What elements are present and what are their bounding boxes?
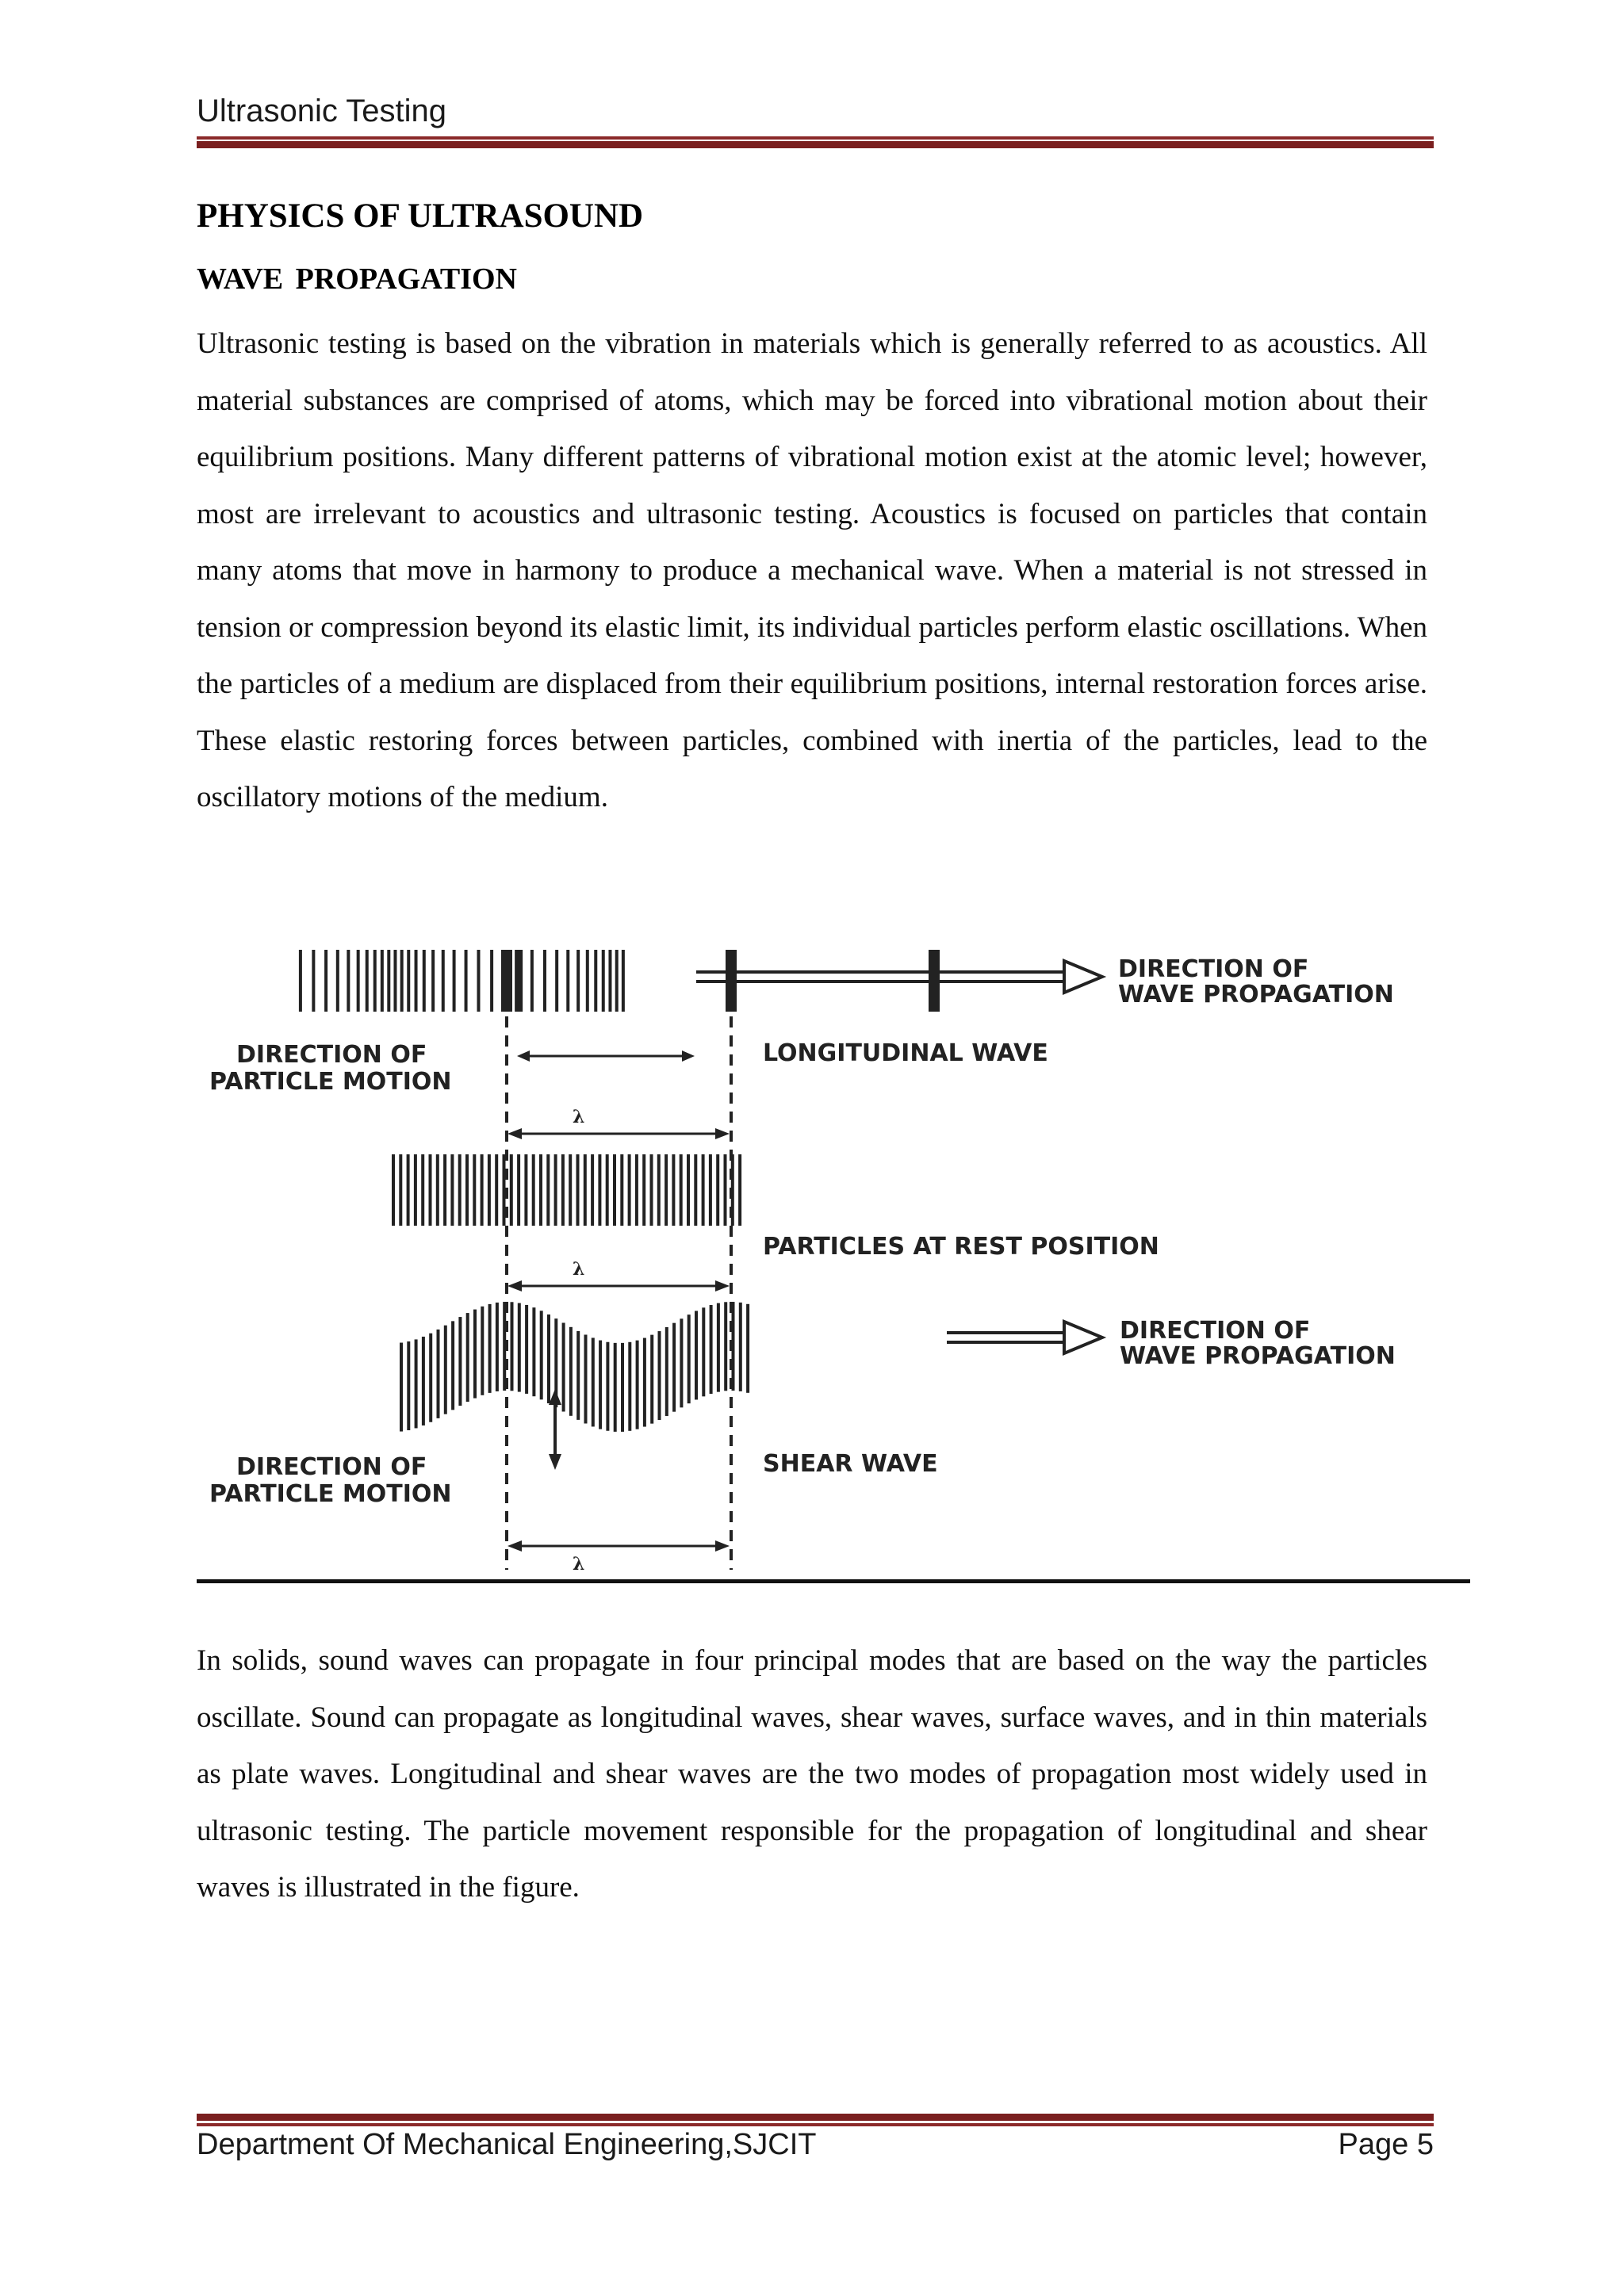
longitudinal-particle: [576, 950, 580, 1012]
shear-particle: [415, 1339, 418, 1428]
rest-particle: [620, 1154, 623, 1226]
longitudinal-particle: [381, 950, 384, 1012]
shear-particle: [466, 1313, 469, 1402]
shear-particle: [576, 1331, 580, 1420]
rest-particle: [598, 1154, 601, 1226]
longitudinal-particle: [453, 950, 456, 1012]
longitudinal-particle: [586, 950, 589, 1012]
rest-particle: [407, 1154, 410, 1226]
shear-particle: [628, 1342, 631, 1431]
shear-particle: [599, 1341, 602, 1429]
rest-particle: [392, 1154, 395, 1226]
longitudinal-particle: [594, 950, 597, 1012]
paragraph-intro: Ultrasonic testing is based on the vibration in materials which is generally referred to as acoustics. All material substances are comprised of atoms, which may be forced into vibrational motion about their equilibrium positions. Many different patterns of vibrational motion exist at the atomic level; however, most are irrelevant to acoustics and ultrasonic testing. Acoustics is focused on particles that contain many atoms that move in harmony to produce a mechanical wave. When a material is not stressed in tension or compression beyond its elastic limit, its individual particles perform elastic oscillations. When the particles of a medium are displaced from their equilibrium positions, internal restoration forces arise. These elastic restoring forces between particles, combined with inertia of the particles, lead to the oscillatory motions of the medium.: [197, 327, 1427, 813]
shear-particle: [702, 1307, 705, 1396]
shear-particle: [400, 1343, 403, 1432]
shear-particles: [400, 1302, 749, 1432]
longitudinal-particle: [407, 950, 410, 1012]
rest-particle: [665, 1154, 668, 1226]
rest-particle: [421, 1154, 424, 1226]
rest-particle: [650, 1154, 653, 1226]
rest-particle: [429, 1154, 432, 1226]
shear-particle: [680, 1318, 683, 1407]
shear-particle: [488, 1304, 492, 1393]
shear-particle: [429, 1334, 432, 1422]
wavelength-marker-2: [508, 1280, 730, 1292]
wavelength-marker-1: [508, 1128, 730, 1139]
longitudinal-particle: [400, 950, 404, 1012]
longitudinal-particle: [490, 950, 493, 1012]
wave-propagation-figure: [197, 936, 1473, 1586]
rest-particle: [635, 1154, 638, 1226]
shear-particle: [458, 1317, 462, 1406]
rest-particle: [532, 1154, 535, 1226]
rest-particle: [672, 1154, 675, 1226]
shear-particle: [688, 1314, 691, 1403]
longitudinal-particle: [423, 950, 426, 1012]
longitudinal-particle: [515, 950, 523, 1012]
rest-particle: [576, 1154, 580, 1226]
header-rule-thick: [197, 141, 1434, 148]
propagation-label-1b: WAVE PROPAGATION: [1118, 981, 1394, 1008]
lambda-label-3: λ: [573, 1554, 585, 1575]
longitudinal-particle: [347, 950, 350, 1012]
shear-particle: [451, 1321, 454, 1410]
rest-particle: [731, 1154, 734, 1226]
shear-particle: [746, 1304, 749, 1393]
shear-particle: [437, 1330, 440, 1418]
rest-particle: [488, 1154, 491, 1226]
longitudinal-particle: [299, 950, 302, 1012]
longitudinal-particle: [324, 950, 327, 1012]
longitudinal-particle: [312, 950, 315, 1012]
shear-particle: [643, 1338, 646, 1427]
longitudinal-particle: [336, 950, 339, 1012]
longitudinal-particle: [608, 950, 611, 1012]
shear-particle: [650, 1335, 653, 1424]
shear-particle: [511, 1302, 514, 1391]
shear-particle: [407, 1341, 410, 1430]
shear-wave-label: SHEAR WAVE: [763, 1450, 938, 1478]
footer-rule-thick: [197, 2114, 1434, 2121]
shear-particle: [739, 1303, 742, 1391]
longitudinal-particle: [602, 950, 605, 1012]
shear-particle: [481, 1307, 484, 1395]
rest-particle: [481, 1154, 484, 1226]
rest-particle: [591, 1154, 594, 1226]
rest-particle: [606, 1154, 609, 1226]
shear-particle: [665, 1327, 668, 1416]
lambda-label-1: λ: [573, 1107, 585, 1127]
particle-motion-label-2b: PARTICLE MOTION: [209, 1480, 452, 1508]
propagation-arrow-1: [696, 961, 1102, 993]
footer-department: Department Of Mechanical Engineering,SJCIT: [197, 2128, 817, 2161]
particle-motion-arrow-2: [549, 1389, 561, 1470]
rest-particle: [517, 1154, 520, 1226]
header-rule-thin: [197, 136, 1434, 140]
rest-particle: [561, 1154, 565, 1226]
rest-particle: [569, 1154, 572, 1226]
wavelength-marker-3: [508, 1540, 730, 1552]
rest-particle: [473, 1154, 476, 1226]
rest-particle: [458, 1154, 462, 1226]
longitudinal-particle: [357, 950, 360, 1012]
longitudinal-particle: [477, 950, 480, 1012]
section-subtitle: WAVE PROPAGATION: [197, 262, 517, 296]
shear-particle: [532, 1307, 535, 1396]
rest-particle: [436, 1154, 439, 1226]
rest-particle: [554, 1154, 557, 1226]
rest-particle: [546, 1154, 550, 1226]
shear-particle: [658, 1331, 661, 1420]
rest-particle: [510, 1154, 513, 1226]
longitudinal-particle: [373, 950, 377, 1012]
shear-particle: [614, 1343, 617, 1432]
shear-particle: [710, 1305, 713, 1394]
shear-particle: [569, 1327, 573, 1416]
shear-particle: [444, 1326, 447, 1414]
rest-particle: [687, 1154, 690, 1226]
longitudinal-particle: [465, 950, 468, 1012]
paragraph-modes: In solids, sound waves can propagate in four principal modes that are based on the way the particles oscillate. Sound can propagate as longitudinal waves, shear waves, surface waves, and in thin materials as plate waves. Longitudinal and shear waves are the two modes of propagation most widely used in ultrasonic testing. The particle movement responsible for the propagation of longitudinal and shear waves is illustrated in the figure.: [197, 1644, 1427, 1904]
lambda-label-2: λ: [573, 1259, 585, 1280]
footer-rule-thin: [197, 2123, 1434, 2126]
shear-particle: [473, 1310, 477, 1399]
compression-zone: [501, 950, 512, 1012]
longitudinal-particle: [393, 950, 396, 1012]
rest-particle: [716, 1154, 719, 1226]
shear-particle: [717, 1303, 720, 1392]
rest-particle: [738, 1154, 741, 1226]
figure-bottom-rule: [197, 1579, 1470, 1583]
shear-particle: [672, 1323, 676, 1412]
shear-particle: [724, 1302, 727, 1391]
longitudinal-particle: [543, 950, 546, 1012]
longitudinal-particle: [387, 950, 390, 1012]
shear-particle: [525, 1305, 528, 1394]
rest-particle: [724, 1154, 727, 1226]
propagation-label-2a: DIRECTION OF: [1120, 1317, 1311, 1345]
rest-position-label: PARTICLES AT REST POSITION: [763, 1233, 1159, 1261]
rest-particle: [694, 1154, 697, 1226]
rest-particle: [414, 1154, 417, 1226]
propagation-arrow-2: [947, 1322, 1102, 1353]
rest-particle: [524, 1154, 527, 1226]
shear-particle: [422, 1337, 425, 1425]
shear-particle: [562, 1322, 565, 1411]
running-header: Ultrasonic Testing: [197, 94, 446, 128]
rest-particle: [613, 1154, 616, 1226]
rest-particle: [642, 1154, 645, 1226]
rest-particle: [503, 1154, 506, 1226]
rest-particle: [709, 1154, 712, 1226]
longitudinal-wave-label: LONGITUDINAL WAVE: [763, 1039, 1048, 1067]
longitudinal-particle: [622, 950, 625, 1012]
longitudinal-particle: [415, 950, 418, 1012]
rest-particle: [657, 1154, 661, 1226]
rest-particle: [539, 1154, 542, 1226]
rest-particle: [495, 1154, 498, 1226]
rest-particle: [465, 1154, 469, 1226]
longitudinal-particle: [566, 950, 569, 1012]
longitudinal-particle: [366, 950, 369, 1012]
rest-particle: [628, 1154, 631, 1226]
particle-motion-label-2a: DIRECTION OF: [236, 1453, 427, 1481]
longitudinal-particle: [615, 950, 619, 1012]
longitudinal-particle: [555, 950, 558, 1012]
particle-motion-arrow-1: [517, 1050, 695, 1062]
propagation-label-2b: WAVE PROPAGATION: [1120, 1342, 1396, 1370]
footer-page-number: Page 5: [1338, 2128, 1434, 2161]
shear-particle: [606, 1342, 609, 1431]
propagation-label-1a: DIRECTION OF: [1118, 955, 1309, 983]
longitudinal-particle: [530, 950, 534, 1012]
rest-particle: [584, 1154, 587, 1226]
shear-particle: [540, 1311, 543, 1399]
particle-motion-label-1a: DIRECTION OF: [236, 1041, 427, 1069]
rest-particle: [702, 1154, 705, 1226]
longitudinal-particle: [431, 950, 435, 1012]
shear-particle: [636, 1341, 639, 1429]
rest-particle: [443, 1154, 446, 1226]
rest-particles: [392, 1154, 741, 1226]
longitudinal-particle: [442, 950, 445, 1012]
wave-figure-svg: [197, 936, 1473, 1586]
shear-particle: [503, 1302, 506, 1391]
shear-particle: [584, 1334, 588, 1423]
shear-particle: [547, 1314, 550, 1403]
shear-particle: [695, 1311, 698, 1399]
shear-particle: [592, 1337, 595, 1426]
rest-particle: [399, 1154, 402, 1226]
shear-particle: [732, 1302, 735, 1391]
rest-particle: [450, 1154, 454, 1226]
rest-particle: [680, 1154, 683, 1226]
shear-particle: [518, 1303, 521, 1392]
section-title: PHYSICS OF ULTRASOUND: [197, 197, 644, 235]
shear-particle: [496, 1303, 499, 1391]
shear-particle: [621, 1343, 624, 1432]
particle-motion-label-1b: PARTICLE MOTION: [209, 1068, 452, 1096]
